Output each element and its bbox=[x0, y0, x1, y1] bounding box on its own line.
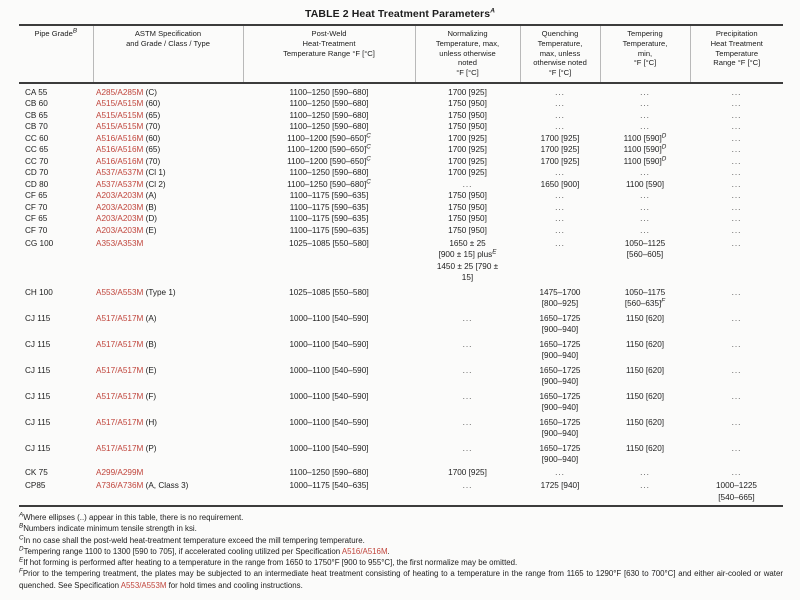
cell-normalizing: 1750 [950] bbox=[448, 191, 487, 201]
spec-link[interactable]: A516/A516M bbox=[96, 156, 144, 166]
cell-grade: CG 100 bbox=[25, 238, 54, 248]
cell-precipitation: ... bbox=[731, 391, 742, 401]
col-header-normalizing: Normalizing Temperature, max, unless otherwise noted °F [°C] bbox=[415, 25, 520, 83]
cell-precipitation: ... bbox=[731, 191, 742, 201]
cell-spec: A516/A516M (60) bbox=[96, 133, 161, 143]
cell-grade: CF 65 bbox=[25, 191, 48, 201]
cell-normalizing: 1750 [950] bbox=[448, 122, 487, 132]
cell-quenching: ... bbox=[555, 225, 565, 235]
heat-treatment-table bbox=[19, 24, 783, 507]
table-row bbox=[19, 311, 783, 337]
cell-normalizing: 1700 [925] bbox=[448, 87, 487, 97]
cell-normalizing: ... bbox=[462, 313, 473, 323]
cell-normalizing: 1700 [925] bbox=[448, 133, 487, 143]
cell-grade: CH 100 bbox=[25, 287, 53, 297]
col-header-precipitation: Precipitation Heat Treatment Temperature Range °F [°C] bbox=[690, 25, 783, 83]
footnote-letter: B bbox=[19, 522, 24, 530]
table-row bbox=[19, 98, 783, 110]
cell-normalizing: ... bbox=[462, 481, 473, 491]
cell-quenching: 1700 [925] bbox=[540, 156, 580, 166]
cell-grade: CB 65 bbox=[25, 110, 48, 120]
cell-postweld: 1100–1250 $[590-680]^C$ bbox=[287, 178, 371, 189]
cell-precipitation: ... bbox=[731, 168, 742, 178]
cell-spec bbox=[93, 236, 243, 285]
cell-quenching: 1650–1725 [900–940] bbox=[539, 443, 581, 465]
cell-precipitation: ... bbox=[731, 443, 742, 453]
cell-tempering: 1100 $[590]^D$ bbox=[623, 143, 667, 155]
footnote-C: $^C$In no case shall the post-weld heat-treatment temperature exceed the mill tempering temperature. bbox=[19, 533, 365, 545]
cell-spec: A553/A553M (Type 1) bbox=[96, 287, 176, 297]
table-row bbox=[19, 167, 783, 179]
cell-precipitation: ... bbox=[731, 238, 742, 248]
footnote-D: $^D$Tempering range 1100 to 1300 [590 to 705], if accelerated cooling utilized per Specification A516/A516M. bbox=[19, 545, 390, 556]
cell-spec: A516/A516M (70) bbox=[96, 156, 161, 166]
cell-spec: A517/A517M (E) bbox=[96, 365, 157, 375]
cell-tempering: ... bbox=[640, 168, 650, 178]
spec-link[interactable]: A517/A517M bbox=[96, 339, 144, 349]
spec-link[interactable]: A517/A517M bbox=[96, 391, 144, 401]
cell-precipitation: ... bbox=[731, 122, 742, 132]
cell-precipitation: ... bbox=[731, 287, 742, 297]
footnote-ref: C bbox=[366, 132, 371, 140]
cell-tempering: 1150 [620] bbox=[625, 443, 665, 453]
cell-normalizing: 1750 [950] bbox=[448, 225, 487, 235]
cell-postweld: 1100–1175 [590–635] bbox=[289, 214, 369, 224]
cell-quenching: 1725 [940] bbox=[540, 481, 580, 491]
cell-tempering: 1150 [620] bbox=[625, 313, 665, 323]
cell-normalizing: 1750 [950] bbox=[448, 214, 487, 224]
cell-postweld: 1100–1175 [590–635] bbox=[289, 191, 369, 201]
cell-postweld: 1100–1200 $[590-650]^C$ bbox=[287, 155, 371, 166]
cell-grade: CP85 bbox=[25, 481, 46, 491]
table-header-row bbox=[19, 25, 783, 83]
table-row bbox=[19, 144, 783, 156]
cell-postweld: 1100–1200 $[590-650]^C$ bbox=[287, 143, 371, 155]
cell-postweld: 1000–1100 [540–590] bbox=[289, 365, 369, 375]
cell-grade: CJ 115 bbox=[25, 417, 51, 427]
cell-spec: A516/A516M (65) bbox=[96, 145, 161, 155]
cell-grade: CA 55 bbox=[25, 87, 48, 97]
cell-tempering: 1100 [590] bbox=[625, 179, 665, 189]
cell-postweld: 1000–1175 [540–635] bbox=[289, 481, 369, 491]
cell-quenching: ... bbox=[555, 122, 565, 132]
cell-tempering: ... bbox=[640, 481, 650, 491]
cell-postweld: 1000–1100 [540–590] bbox=[289, 417, 369, 427]
cell-tempering: 1100 $[590]^D$ bbox=[623, 155, 667, 166]
cell-grade: CJ 115 bbox=[25, 313, 51, 323]
cell-grade: CF 65 bbox=[25, 214, 48, 224]
table-row bbox=[19, 110, 783, 122]
cell-grade: CJ 115 bbox=[25, 365, 51, 375]
spec-link[interactable]: A203/A203M bbox=[96, 202, 144, 212]
cell-tempering: 1150 [620] bbox=[625, 365, 665, 375]
cell-quenching: ... bbox=[555, 168, 565, 178]
footnote-letter: F bbox=[19, 567, 23, 575]
cell-quenching: 1650–1725 [900–940] bbox=[539, 391, 581, 413]
cell-postweld: 1000–1100 [540–590] bbox=[289, 313, 369, 323]
cell-tempering: 1050–1125 [560–605] bbox=[624, 238, 666, 260]
cell-quenching: 1700 [925] bbox=[540, 133, 580, 143]
cell-postweld: 1100–1250 [590–680] bbox=[289, 87, 369, 97]
cell-grade: CC 60 bbox=[25, 133, 49, 143]
table-row bbox=[19, 133, 783, 145]
spec-link[interactable]: A353/A353M bbox=[96, 238, 144, 248]
footnote-ref: D bbox=[661, 155, 667, 163]
cell-normalizing: 1700 [925] bbox=[448, 156, 487, 166]
cell-tempering: 1150 [620] bbox=[625, 391, 665, 401]
cell-precipitation: ... bbox=[731, 156, 742, 166]
table-row bbox=[19, 225, 783, 237]
cell-precipitation: ... bbox=[731, 99, 742, 109]
table-row bbox=[19, 389, 783, 415]
spec-link[interactable]: A203/A203M bbox=[96, 191, 144, 201]
cell-spec: A285/A285M (C) bbox=[96, 87, 157, 97]
footnote-B: $^B$Numbers indicate minimum tensile strength in ksi. bbox=[19, 522, 197, 534]
spec-link[interactable]: A553/A553M bbox=[120, 580, 167, 590]
footnotes bbox=[19, 512, 783, 591]
cell-normalizing: 1700 [925] bbox=[448, 168, 487, 178]
table-title-text: TABLE 2 Heat Treatment Parameters bbox=[305, 8, 491, 20]
cell-normalizing: 1700 [925] bbox=[448, 145, 487, 155]
cell-quenching: 1475–1700 [800–925] bbox=[539, 287, 581, 309]
cell-precipitation: ... bbox=[731, 468, 742, 478]
cell-normalizing: ... bbox=[462, 443, 473, 453]
table-row bbox=[19, 179, 783, 191]
col-header-postweld: Post-Weld Heat-Treatment Temperature Range °F [°C] bbox=[243, 25, 415, 83]
cell-grade: CD 70 bbox=[25, 168, 49, 178]
cell-tempering: ... bbox=[640, 468, 650, 478]
cell-postweld: 1025–1085 [550–580] bbox=[289, 287, 369, 297]
table-row bbox=[19, 337, 783, 363]
cell-spec: A517/A517M (F) bbox=[96, 391, 157, 401]
cell-spec: A517/A517M (B) bbox=[96, 339, 157, 349]
spec-link[interactable]: A203/A203M bbox=[96, 225, 144, 235]
cell-spec: A537/A537M (Cl 1) bbox=[96, 168, 166, 178]
cell-normalizing: ... bbox=[462, 179, 473, 189]
table-title bbox=[9, 8, 791, 21]
cell-tempering: ... bbox=[640, 202, 650, 212]
table-row bbox=[19, 121, 783, 133]
footnote-ref: D bbox=[661, 132, 667, 140]
table-row bbox=[19, 236, 783, 285]
spec-link[interactable]: A537/A537M bbox=[96, 179, 144, 189]
footnote-ref: C bbox=[366, 178, 371, 186]
table-row bbox=[19, 190, 783, 202]
cell-precipitation: ... bbox=[731, 339, 742, 349]
cell-postweld: 1100–1250 [590–680] bbox=[289, 110, 369, 120]
cell-tempering: 1150 [620] bbox=[625, 339, 665, 349]
col-header-grade: Pipe Grade$^B$ bbox=[19, 25, 93, 83]
cell-quenching: ... bbox=[555, 87, 565, 97]
cell-tempering: 1050–1175 $[560-635]^F$ bbox=[624, 287, 666, 309]
cell-normalizing: ... bbox=[462, 339, 473, 349]
table-body bbox=[19, 83, 783, 506]
cell-grade: CJ 115 bbox=[25, 391, 51, 401]
cell-grade: CF 70 bbox=[25, 225, 48, 235]
cell-postweld: 1100–1250 [590–680] bbox=[289, 468, 369, 478]
cell-tempering: ... bbox=[640, 225, 650, 235]
table-header bbox=[19, 25, 783, 83]
cell-spec: A517/A517M (P) bbox=[96, 443, 157, 453]
cell-precipitation: ... bbox=[731, 365, 742, 375]
cell-spec: A736/A736M (A, Class 3) bbox=[96, 481, 189, 491]
cell-quenching: 1650 [900] bbox=[540, 179, 580, 189]
cell-spec bbox=[93, 467, 243, 479]
cell-spec: A515/A515M (70) bbox=[96, 122, 161, 132]
cell-precipitation: ... bbox=[731, 133, 742, 143]
footnote-ref: F bbox=[661, 297, 666, 305]
cell-tempering: 1100 $[590]^D$ bbox=[623, 132, 667, 143]
cell-tempering: ... bbox=[640, 191, 650, 201]
table-row bbox=[19, 83, 783, 99]
cell-quenching: 1700 [925] bbox=[540, 145, 580, 155]
cell-spec: A203/A203M (A) bbox=[96, 191, 157, 201]
table-row bbox=[19, 363, 783, 389]
cell-tempering: ... bbox=[640, 87, 650, 97]
cell-precipitation: ... bbox=[731, 110, 742, 120]
cell-normalizing: 1750 [950] bbox=[448, 202, 487, 212]
cell-grade: CC 65 bbox=[25, 145, 49, 155]
table-row bbox=[19, 441, 783, 467]
cell-tempering: ... bbox=[640, 110, 650, 120]
footnote-A: $^A$Where ellipses (..) appear in this table, there is no requirement. bbox=[19, 511, 244, 522]
spec-link[interactable]: A537/A537M bbox=[96, 168, 144, 178]
spec-link[interactable]: A203/A203M bbox=[96, 214, 144, 224]
table-row bbox=[19, 156, 783, 168]
table-title-footnote-ref: A bbox=[490, 7, 495, 15]
cell-postweld: 1000–1100 [540–590] bbox=[289, 339, 369, 349]
cell-tempering: ... bbox=[640, 214, 650, 224]
spec-link[interactable]: A553/A553M bbox=[96, 287, 144, 297]
footnote-ref: B bbox=[72, 27, 78, 35]
cell-grade: CK 75 bbox=[25, 468, 48, 478]
cell-quenching: 1650–1725 [900–940] bbox=[539, 365, 581, 387]
cell-quenching: 1650–1725 [900–940] bbox=[539, 417, 581, 439]
cell-grade: CF 70 bbox=[25, 202, 48, 212]
col-header-quenching: Quenching Temperature, max, unless otherwise noted °F [°C] bbox=[520, 25, 600, 83]
footnote-letter: A bbox=[19, 511, 24, 519]
cell-grade: CD 80 bbox=[25, 179, 49, 189]
cell-precipitation: ... bbox=[731, 313, 742, 323]
cell-grade: CB 70 bbox=[25, 122, 48, 132]
table-row bbox=[19, 202, 783, 214]
cell-spec: A515/A515M (65) bbox=[96, 110, 161, 120]
cell-precipitation: ... bbox=[731, 225, 742, 235]
cell-quenching: ... bbox=[555, 202, 565, 212]
cell-normalizing: ... bbox=[462, 417, 473, 427]
cell-grade: CJ 115 bbox=[25, 443, 51, 453]
table-row bbox=[19, 467, 783, 479]
cell-precipitation: ... bbox=[731, 202, 742, 212]
cell-quenching: ... bbox=[555, 214, 565, 224]
cell-quenching: ... bbox=[555, 99, 565, 109]
spec-link[interactable]: A517/A517M bbox=[96, 313, 144, 323]
cell-normalizing: 1750 [950] bbox=[448, 99, 487, 109]
spec-link[interactable]: A516/A516M bbox=[96, 133, 144, 143]
spec-link[interactable]: A517/A517M bbox=[96, 443, 144, 453]
cell-quenching: 1650–1725 [900–940] bbox=[539, 313, 581, 335]
cell-tempering: ... bbox=[640, 99, 650, 109]
cell-postweld: 1100–1175 [590–635] bbox=[289, 202, 369, 212]
footnote-letter: E bbox=[19, 556, 24, 564]
cell-precipitation: 1000–1225 [540–665] bbox=[716, 481, 757, 502]
table-row bbox=[19, 213, 783, 225]
cell-postweld: 1100–1250 [590–680] bbox=[289, 122, 369, 132]
cell-tempering: 1150 [620] bbox=[625, 417, 665, 427]
footnote-letter: D bbox=[19, 545, 24, 553]
cell-normalizing: 1700 [925] bbox=[448, 468, 487, 478]
cell-precipitation: ... bbox=[731, 214, 742, 224]
table-row bbox=[19, 285, 783, 311]
cell-spec: A203/A203M (E) bbox=[96, 225, 157, 235]
cell-precipitation: ... bbox=[731, 145, 742, 155]
cell-quenching: 1650–1725 [900–940] bbox=[539, 339, 581, 361]
footnote-ref: D bbox=[661, 143, 667, 151]
cell-spec: A517/A517M (A) bbox=[96, 313, 157, 323]
cell-postweld: 1100–1200 $[590-650]^C$ bbox=[287, 132, 371, 143]
cell-postweld: 1100–1250 [590–680] bbox=[289, 168, 369, 178]
col-header-spec: ASTM Specification and Grade / Class / Type bbox=[93, 25, 243, 83]
cell-precipitation: ... bbox=[731, 87, 742, 97]
cell-postweld: 1000–1100 [540–590] bbox=[289, 391, 369, 401]
cell-quenching: ... bbox=[555, 468, 565, 478]
footnote-ref: C bbox=[366, 155, 371, 163]
cell-normalizing bbox=[415, 285, 520, 311]
footnote-F: $^F$Prior to the tempering treatment, the plates may be subjected to an intermediate heat treatment consisting of heating to a temperature in the range from 1165 to 1290°F [630 to 700°C] and either air-cooled or water quenched. See Specification A553/A553M for hold times and cooling instructions. bbox=[19, 567, 783, 590]
cell-precipitation: ... bbox=[731, 179, 742, 189]
cell-postweld: 1100–1250 [590–680] bbox=[289, 99, 369, 109]
cell-postweld: 1100–1175 [590–635] bbox=[289, 225, 369, 235]
footnote-E: $^E$If hot forming is performed after heating to a temperature in the range from 1650 to 1750°F [900 to 955°C], the first normalize may be omitted. bbox=[19, 556, 518, 568]
spec-link[interactable]: A285/A285M bbox=[96, 87, 144, 97]
spec-link[interactable]: A516/A516M bbox=[341, 546, 388, 556]
cell-grade: CC 70 bbox=[25, 156, 49, 166]
spec-link[interactable]: A515/A515M bbox=[96, 99, 144, 109]
spec-link[interactable]: A299/A299M bbox=[96, 468, 144, 478]
spec-link[interactable]: A517/A517M bbox=[96, 365, 144, 375]
spec-link[interactable]: A515/A515M bbox=[96, 122, 144, 132]
cell-quenching: ... bbox=[555, 238, 565, 248]
footnote-ref: E bbox=[492, 248, 497, 256]
cell-quenching: ... bbox=[555, 191, 565, 201]
cell-grade: CJ 115 bbox=[25, 339, 51, 349]
footnote-letter: C bbox=[19, 533, 24, 541]
cell-postweld: 1025–1085 [550–580] bbox=[289, 238, 369, 248]
cell-spec: A515/A515M (60) bbox=[96, 99, 161, 109]
cell-spec: A203/A203M (B) bbox=[96, 202, 157, 212]
col-header-tempering: Tempering Temperature, min, °F [°C] bbox=[600, 25, 690, 83]
cell-normalizing: 1650 ± 25 [900 ± 15] plus$^E$ 1450 ± 25 [790 ± 15] bbox=[436, 238, 499, 283]
spec-link[interactable]: A736/A736M bbox=[96, 481, 144, 491]
table-row bbox=[19, 415, 783, 441]
spec-link[interactable]: A516/A516M bbox=[96, 145, 144, 155]
cell-precipitation: ... bbox=[731, 417, 742, 427]
cell-normalizing: ... bbox=[462, 391, 473, 401]
footnote-ref: C bbox=[366, 143, 371, 151]
cell-normalizing: ... bbox=[462, 365, 473, 375]
spec-link[interactable]: A515/A515M bbox=[96, 110, 144, 120]
cell-spec: A203/A203M (D) bbox=[96, 214, 157, 224]
cell-spec: A517/A517M (H) bbox=[96, 417, 157, 427]
cell-tempering: ... bbox=[640, 122, 650, 132]
cell-quenching: ... bbox=[555, 110, 565, 120]
table-row bbox=[19, 479, 783, 506]
cell-normalizing: 1750 [950] bbox=[448, 110, 487, 120]
cell-grade: CB 60 bbox=[25, 99, 48, 109]
cell-spec: A537/A537M (Cl 2) bbox=[96, 179, 166, 189]
spec-link[interactable]: A517/A517M bbox=[96, 417, 144, 427]
cell-postweld: 1000–1100 [540–590] bbox=[289, 443, 369, 453]
